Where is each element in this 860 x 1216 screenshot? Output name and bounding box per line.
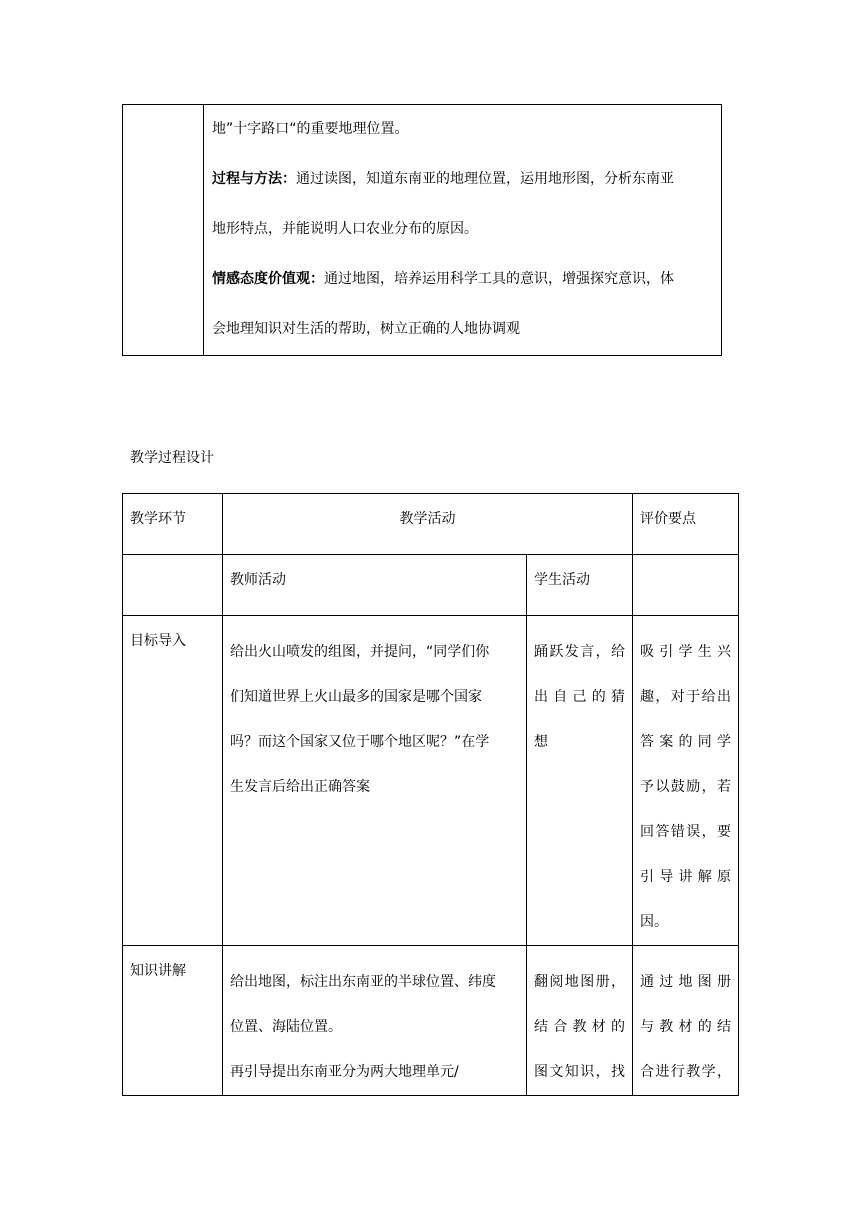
subheader-evaluation-empty	[633, 555, 739, 616]
row-student-activity	[527, 946, 633, 1096]
text-line: 因。	[640, 914, 668, 930]
text-line: 想	[534, 734, 548, 750]
text-line: 出自己的猜	[534, 689, 625, 705]
header-phase: 教学环节	[123, 494, 223, 555]
emotion-values-label: 情感态度价值观：	[212, 271, 324, 287]
header-activities: 教学活动	[223, 494, 633, 555]
text-line: 给出火山喷发的组图，并提问，“同学们你	[230, 644, 490, 660]
teaching-process-table	[122, 493, 739, 1096]
text-line: 引导讲解原	[640, 869, 731, 885]
text-line: 生发言后给出正确答案	[230, 779, 370, 795]
text-line: 吗？而这个国家又位于哪个地区呢？”在学	[230, 734, 490, 750]
row-phase: 目标导入	[123, 616, 223, 946]
text-line: 予以鼓励，若	[640, 779, 731, 795]
table-row	[123, 616, 739, 946]
text-line: 位置、海陆位置。	[230, 1019, 342, 1035]
row-phase: 知识讲解	[123, 946, 223, 1096]
text-line: 通过地图册	[640, 974, 731, 990]
text-line: 图文知识，找	[534, 1064, 625, 1080]
table-row	[123, 946, 739, 1096]
process-method-text: 通过读图，知道东南亚的地理位置，运用地形图，分析东南亚	[296, 171, 674, 187]
text-line: 合进行教学，	[640, 1064, 731, 1080]
subheader-empty	[123, 555, 223, 616]
header-evaluation: 评价要点	[633, 494, 739, 555]
text-line: 给出地图，标注出东南亚的半球位置、纬度	[230, 974, 496, 990]
subheader-student: 学生活动	[527, 555, 633, 616]
process-method-label: 过程与方法：	[212, 171, 296, 187]
text-line: 答案的同学	[640, 734, 731, 750]
process-method-text-2: 地形特点，并能说明人口农业分布的原因。	[212, 221, 478, 237]
objectives-table	[122, 104, 722, 356]
text-line: 踊跃发言，给	[534, 644, 625, 660]
row-student-activity	[527, 616, 633, 946]
text-line: 翻阅地图册，	[534, 974, 625, 990]
emotion-values-paragraph	[212, 265, 713, 293]
section-title: 教学过程设计	[130, 450, 214, 466]
text-line: 结合教材的	[534, 1019, 625, 1035]
objectives-left-cell	[123, 105, 204, 356]
text-line: 再引导提出东南亚分为两大地理单元/	[230, 1064, 459, 1080]
row-teacher-activity	[223, 946, 527, 1096]
text-line: 吸引学生兴	[640, 644, 731, 660]
emotion-values-text: 通过地图，培养运用科学工具的意识，增强探究意识，体	[324, 271, 674, 287]
emotion-values-text-2: 会地理知识对生活的帮助，树立正确的人地协调观	[212, 321, 520, 337]
text-line: 与教材的结	[640, 1019, 731, 1035]
objectives-content-cell	[204, 105, 722, 356]
subheader-teacher: 教师活动	[223, 555, 527, 616]
text-line: 趣，对于给出	[640, 689, 731, 705]
row-teacher-activity	[223, 616, 527, 946]
objectives-line: 地”十字路口“的重要地理位置。	[212, 121, 409, 137]
row-evaluation	[633, 946, 739, 1096]
text-line: 回答错误，要	[640, 824, 731, 840]
text-line: 们知道世界上火山最多的国家是哪个国家	[230, 689, 482, 705]
process-method-paragraph	[212, 165, 713, 193]
row-evaluation	[633, 616, 739, 946]
